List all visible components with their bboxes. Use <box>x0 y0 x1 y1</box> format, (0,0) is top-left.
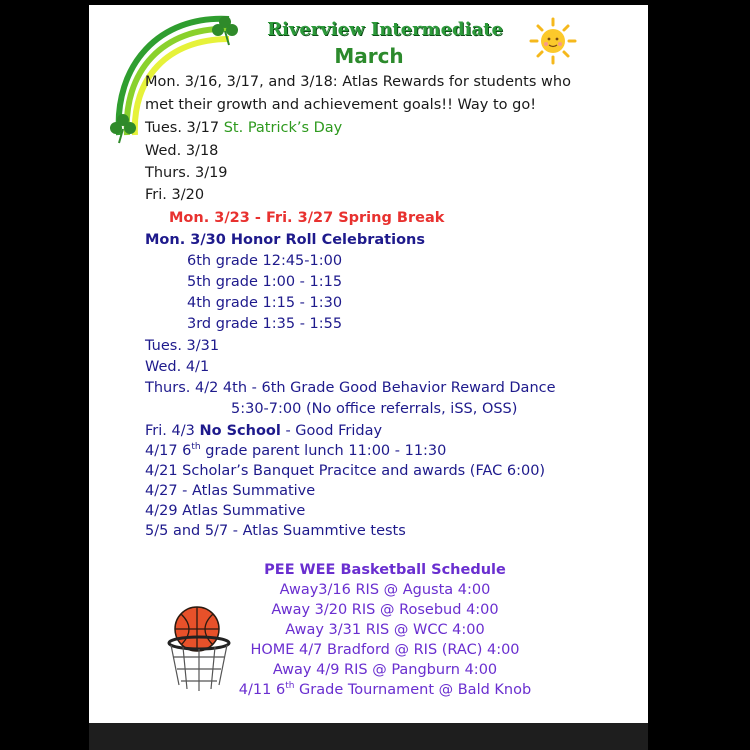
good-friday-label: - Good Friday <box>280 423 383 439</box>
event-tues-317 <box>145 119 342 137</box>
honor-roll-heading: Mon. 3/30 Honor Roll Celebrations <box>145 232 425 248</box>
event-apr21: 4/21 Scholar’s Banquet Pracitce and awards (FAC 6:00) <box>145 463 546 479</box>
game-row: Away3/16 RIS @ Agusta 4:00 <box>279 582 491 598</box>
event-thurs-42-line2: 5:30-7:00 (No office referrals, iSS, OSS) <box>231 401 518 417</box>
content-area <box>145 5 625 723</box>
basketball-heading: PEE WEE Basketball Schedule <box>264 562 506 578</box>
honor-roll-grade3: 3rd grade 1:35 - 1:55 <box>187 316 343 332</box>
st-patricks-label: St. Patrick’s Day <box>223 120 343 136</box>
spring-break: Mon. 3/23 - Fri. 3/27 Spring Break <box>169 210 445 226</box>
event-apr27: 4/27 - Atlas Summative <box>145 483 316 499</box>
month-title: March <box>334 44 404 68</box>
no-school-label: No School <box>199 423 281 439</box>
event-tues-331: Tues. 3/31 <box>145 338 220 354</box>
honor-roll-grade5: 5th grade 1:00 - 1:15 <box>187 274 343 290</box>
flyer-page <box>89 5 648 723</box>
event-atlas-rewards-line2: met their growth and achievement goals!! Way to go! <box>145 97 537 113</box>
event-text: 4/17 6 <box>145 443 192 459</box>
event-atlas-rewards-line1: Mon. 3/16, 3/17, and 3/18: Atlas Rewards for students who <box>145 74 571 90</box>
event-wed-41: Wed. 4/1 <box>145 359 210 375</box>
event-fri-43 <box>145 422 382 440</box>
event-apr29: 4/29 Atlas Summative <box>145 503 306 519</box>
event-thurs-319: Thurs. 3/19 <box>145 165 228 181</box>
event-fri-320: Fri. 3/20 <box>145 187 205 203</box>
shamrock-icon <box>105 109 141 145</box>
game-text: Grade Tournament @ Bald Knob <box>294 682 532 698</box>
game-text: 4/11 6 <box>238 682 286 698</box>
game-row: Away 3/20 RIS @ Rosebud 4:00 <box>271 602 499 618</box>
school-title: Riverview Intermediate <box>267 19 503 40</box>
event-apr17 <box>145 442 446 460</box>
event-date: Tues. 3/17 <box>145 120 220 136</box>
event-may57: 5/5 and 5/7 - Atlas Suammtive tests <box>145 523 406 539</box>
event-wed-318: Wed. 3/18 <box>145 143 219 159</box>
ordinal-suffix: th <box>285 681 295 692</box>
bottom-strip <box>89 723 648 750</box>
event-text: grade parent lunch 11:00 - 11:30 <box>200 443 447 459</box>
ordinal-suffix: th <box>191 442 201 453</box>
event-thurs-42-line1: Thurs. 4/2 4th - 6th Grade Good Behavior Reward Dance <box>145 380 556 396</box>
game-row: Away 4/9 RIS @ Pangburn 4:00 <box>272 662 498 678</box>
honor-roll-grade6: 6th grade 12:45-1:00 <box>187 253 343 269</box>
game-row: HOME 4/7 Bradford @ RIS (RAC) 4:00 <box>250 642 520 658</box>
event-date: Fri. 4/3 <box>145 423 195 439</box>
honor-roll-grade4: 4th grade 1:15 - 1:30 <box>187 295 343 311</box>
game-row-tournament <box>145 682 625 698</box>
game-row: Away 3/31 RIS @ WCC 4:00 <box>285 622 485 638</box>
